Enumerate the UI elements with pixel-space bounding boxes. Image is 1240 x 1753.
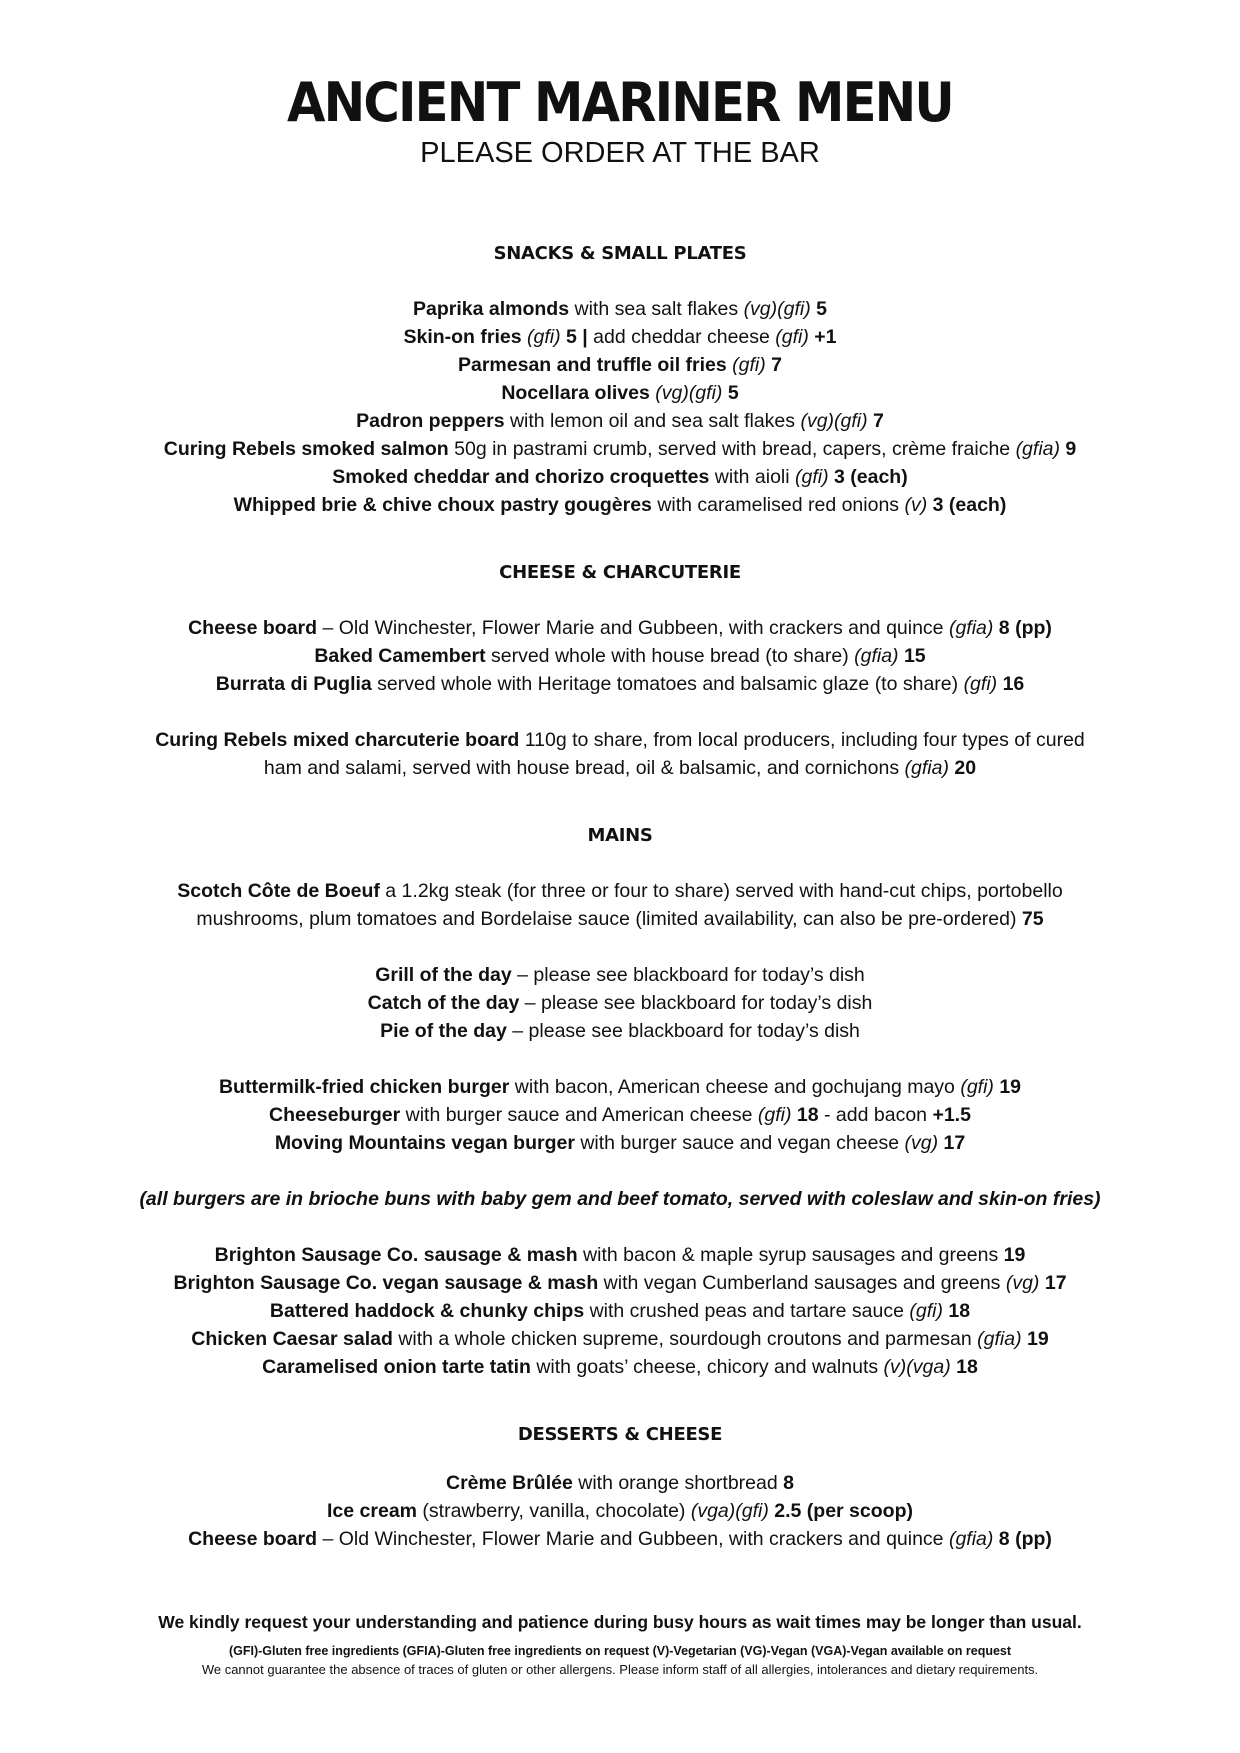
- item-name: Catch of the day: [367, 992, 520, 1014]
- menu-item: [100, 407, 1140, 435]
- item-name: Baked Camembert: [314, 645, 486, 667]
- item-name: Cheeseburger: [269, 1104, 401, 1126]
- item-name: Moving Mountains vegan burger: [274, 1132, 575, 1154]
- menu-item-continued: [100, 905, 1140, 933]
- item-name: Chicken Caesar salad: [191, 1328, 393, 1350]
- section-title-desserts: DESSERTS & CHEESE: [517, 1424, 723, 1445]
- item-price: 5 |: [560, 326, 594, 348]
- item-desc: with caramelised red onions: [651, 494, 905, 516]
- item-desc: with lemon oil and sea salt flakes: [504, 410, 801, 432]
- item-name: Cheese board: [188, 617, 318, 639]
- item-price: 3 (each): [927, 494, 1007, 516]
- item-name: Pie of the day: [380, 1020, 507, 1042]
- menu-item: [100, 1525, 1140, 1553]
- item-desc: with vegan Cumberland sausages and greens: [598, 1272, 1006, 1294]
- item-tags: (vg): [1005, 1272, 1040, 1294]
- item-price: 9: [1060, 438, 1077, 460]
- burger-note: (all burgers are in brioche buns with baby gem and beef tomato, served with coleslaw and skin-on fries): [139, 1188, 1101, 1210]
- item-tags: (v)(vga): [883, 1356, 951, 1378]
- item-desc: – please see blackboard for today’s dish: [519, 992, 873, 1014]
- menu-item: [100, 877, 1140, 905]
- item-price: 15: [898, 645, 926, 667]
- item-name: Skin-on fries: [403, 326, 522, 348]
- menu-item: [100, 1129, 1140, 1157]
- menu-item: [100, 670, 1140, 698]
- item-desc: – Old Winchester, Flower Marie and Gubbeen, with crackers and quince: [317, 617, 949, 639]
- item-price: 19: [1003, 1244, 1026, 1266]
- item-tags: (gfi): [757, 1104, 792, 1126]
- item-tags: (vg)(gfi): [800, 410, 868, 432]
- item-name: Curing Rebels mixed charcuterie board: [155, 729, 520, 751]
- menu-item: [100, 323, 1140, 351]
- item-desc: with burger sauce and American cheese: [400, 1104, 758, 1126]
- menu-item: [100, 614, 1140, 642]
- item-desc: with sea salt flakes: [569, 298, 744, 320]
- item-tags: (gfia): [948, 617, 994, 639]
- item-price: 19: [1021, 1328, 1049, 1350]
- menu-item: [100, 1353, 1140, 1381]
- menu-item: [100, 1325, 1140, 1353]
- item-price: 5: [722, 382, 739, 404]
- item-price: 2.5 (per scoop): [768, 1500, 913, 1522]
- menu-item: [100, 1469, 1140, 1497]
- menu-item: [100, 1297, 1140, 1325]
- item-tags: (vg)(gfi): [649, 382, 723, 404]
- item-price: 16: [997, 673, 1025, 695]
- item-desc: ham and salami, served with house bread, oil & balsamic, and cornichons: [263, 757, 905, 779]
- item-tags: (gfia): [904, 757, 949, 779]
- item-name: Padron peppers: [356, 410, 505, 432]
- item-price: 19: [993, 1076, 1022, 1098]
- item-price: 17: [1039, 1272, 1067, 1294]
- item-tags: (vga)(gfi): [690, 1500, 769, 1522]
- item-extra-price: +1: [808, 326, 837, 348]
- item-name: Crème Brûlée: [446, 1472, 573, 1494]
- menu-item: [100, 1101, 1140, 1129]
- menu-item: [100, 1497, 1140, 1525]
- item-name: Buttermilk-fried chicken burger: [218, 1076, 510, 1098]
- item-tags: (gfi): [795, 466, 829, 488]
- menu-title: ANCIENT MARINER MENU: [287, 71, 953, 134]
- item-desc: – please see blackboard for today’s dish: [506, 1020, 860, 1042]
- item-price: 20: [948, 757, 977, 779]
- item-desc: – please see blackboard for today’s dish: [511, 964, 865, 986]
- item-price: 7: [867, 410, 884, 432]
- item-tags: (v): [904, 494, 928, 516]
- menu-item: [100, 1241, 1140, 1269]
- item-desc: with aioli: [709, 466, 795, 488]
- item-price: 8 (pp): [993, 1528, 1052, 1550]
- item-price: 18: [950, 1356, 978, 1378]
- item-desc: (strawberry, vanilla, chocolate): [417, 1500, 691, 1522]
- menu-item: [100, 379, 1140, 407]
- item-desc: with a whole chicken supreme, sourdough croutons and parmesan: [392, 1328, 978, 1350]
- item-desc: with burger sauce and vegan cheese: [574, 1132, 905, 1154]
- item-desc: with goats’ cheese, chicory and walnuts: [530, 1356, 884, 1378]
- item-price: 17: [938, 1132, 966, 1154]
- menu-item: [100, 642, 1140, 670]
- item-price: 8: [783, 1472, 794, 1494]
- item-tags: (gfia): [854, 645, 899, 667]
- item-desc: – Old Winchester, Flower Marie and Gubbeen, with crackers and quince: [317, 1528, 949, 1550]
- menu-item: [100, 295, 1140, 323]
- item-price: 5: [810, 298, 827, 320]
- item-price: 7: [765, 354, 782, 376]
- menu-item: [100, 1073, 1140, 1101]
- item-desc: with bacon, American cheese and gochujang mayo: [509, 1076, 961, 1098]
- section-title-snacks: SNACKS & SMALL PLATES: [493, 243, 747, 264]
- item-price: 8 (pp): [993, 617, 1052, 639]
- item-price: 3 (each): [828, 466, 908, 488]
- item-name: Battered haddock & chunky chips: [269, 1300, 585, 1322]
- item-tags: (vg): [904, 1132, 939, 1154]
- item-extra: add cheddar cheese: [593, 326, 776, 348]
- item-price: 75: [1021, 908, 1044, 930]
- item-tags: (gfi): [726, 354, 766, 376]
- item-desc: 110g to share, from local producers, including four types of cured: [519, 729, 1085, 751]
- item-name: Brighton Sausage Co. sausage & mash: [214, 1244, 578, 1266]
- item-name: Whipped brie & chive choux pastry gougères: [233, 494, 652, 516]
- footer-request: We kindly request your understanding and patience during busy hours as wait times may be longer than usual.: [158, 1612, 1082, 1632]
- item-desc: served whole with house bread (to share): [485, 645, 855, 667]
- allergy-notice: We cannot guarantee the absence of traces of gluten or other allergens. Please inform staff of all allergies, intolerances and dietary requirements.: [201, 1662, 1039, 1677]
- item-tags: (gfi): [521, 326, 561, 348]
- menu-item: [100, 435, 1140, 463]
- item-name: Grill of the day: [375, 964, 512, 986]
- menu-subtitle: PLEASE ORDER AT THE BAR: [420, 137, 820, 169]
- item-tags: (gfi): [909, 1300, 943, 1322]
- item-name: Parmesan and truffle oil fries: [457, 354, 727, 376]
- item-desc: 50g in pastrami crumb, served with bread, capers, crème fraiche: [448, 438, 1016, 460]
- item-tags: (vg)(gfi): [743, 298, 811, 320]
- item-name: Ice cream: [327, 1500, 418, 1522]
- menu-item: [100, 989, 1140, 1017]
- menu-item: [100, 351, 1140, 379]
- section-title-mains: MAINS: [587, 825, 653, 846]
- item-name: Brighton Sausage Co. vegan sausage & mash: [173, 1272, 599, 1294]
- item-tags: (gfi): [960, 1076, 994, 1098]
- item-name: Burrata di Puglia: [215, 673, 372, 695]
- menu-item: [100, 1269, 1140, 1297]
- item-extra-tags: (gfi): [775, 326, 809, 348]
- item-name: Curing Rebels smoked salmon: [163, 438, 449, 460]
- item-tags: (gfia): [977, 1328, 1022, 1350]
- item-name: Nocellara olives: [501, 382, 650, 404]
- item-price: 18: [942, 1300, 971, 1322]
- item-tags: (gfi): [963, 673, 998, 695]
- item-name: Cheese board: [188, 1528, 318, 1550]
- menu-content: [100, 240, 1140, 1553]
- item-extra: - add bacon: [818, 1104, 933, 1126]
- item-name: Paprika almonds: [413, 298, 570, 320]
- item-desc: with orange shortbread: [572, 1472, 784, 1494]
- item-desc: with bacon & maple syrup sausages and greens: [577, 1244, 1004, 1266]
- dietary-key: (GFI)-Gluten free ingredients (GFIA)-Gluten free ingredients on request (V)-Vegetarian (VG)-Vegan (VGA)-Vegan available on request: [228, 1644, 1012, 1658]
- menu-item: [100, 726, 1140, 754]
- item-name: Caramelised onion tarte tatin: [262, 1356, 531, 1378]
- item-tags: (gfia): [1015, 438, 1060, 460]
- item-tags: (gfia): [948, 1528, 994, 1550]
- menu-item: [100, 1017, 1140, 1045]
- item-desc: mushrooms, plum tomatoes and Bordelaise sauce (limited availability, can also be pre-ordered): [196, 908, 1022, 930]
- menu-item: [100, 491, 1140, 519]
- item-desc: with crushed peas and tartare sauce: [584, 1300, 910, 1322]
- section-title-cheese-charcuterie: CHEESE & CHARCUTERIE: [499, 562, 741, 583]
- menu-item: [100, 463, 1140, 491]
- menu-item: [100, 961, 1140, 989]
- item-desc: a 1.2kg steak (for three or four to share) served with hand-cut chips, portobello: [379, 880, 1063, 902]
- item-name: Smoked cheddar and chorizo croquettes: [332, 466, 710, 488]
- item-extra-price: +1.5: [932, 1104, 971, 1126]
- menu-item-continued: [100, 754, 1140, 782]
- item-price: 18: [791, 1104, 819, 1126]
- item-desc: served whole with Heritage tomatoes and balsamic glaze (to share): [371, 673, 964, 695]
- item-name: Scotch Côte de Boeuf: [177, 880, 380, 902]
